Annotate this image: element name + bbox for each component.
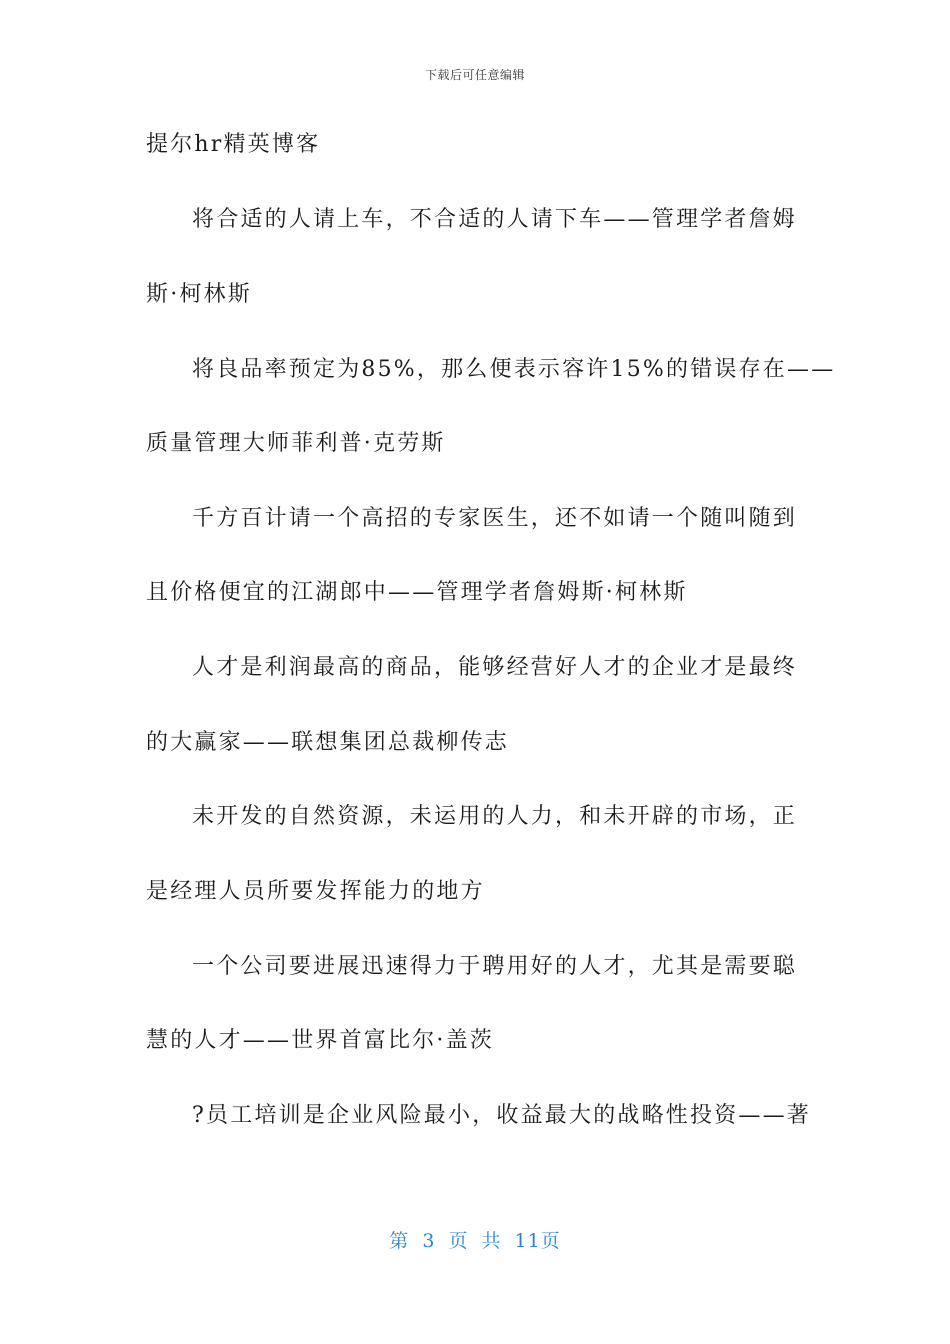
paragraph-line: 将合适的人请上车，不合适的人请下车——管理学者詹姆: [192, 207, 798, 232]
paragraph-line: 斯·柯林斯: [146, 282, 252, 307]
paragraph-line: 慧的人才——世界首富比尔·盖茨: [146, 1028, 494, 1053]
paragraph-line: 千方百计请一个高招的专家医生，还不如请一个随叫随到: [192, 506, 798, 531]
paragraph-line: 一个公司要进展迅速得力于聘用好的人才，尤其是需要聪: [192, 954, 798, 979]
paragraph-line: 将良品率预定为85%，那么便表示容许15%的错误存在——: [192, 357, 836, 382]
page-number-footer: 第 3 页 共 11页: [389, 1230, 561, 1252]
blog-title: 提尔hr精英博客: [146, 132, 321, 157]
page-header: 下载后可任意编辑: [424, 68, 525, 82]
paragraph-line: 质量管理大师菲利普·克劳斯: [146, 431, 446, 456]
paragraph-line: ?员工培训是企业风险最小，收益最大的战略性投资——著: [192, 1103, 811, 1128]
paragraph-line: 的大赢家——联想集团总裁柳传志: [146, 730, 510, 755]
paragraph-line: 人才是利润最高的商品，能够经营好人才的企业才是最终: [192, 655, 798, 680]
paragraph-line: 且价格便宜的江湖郎中——管理学者詹姆斯·柯林斯: [146, 580, 688, 605]
paragraph-line: 是经理人员所要发挥能力的地方: [146, 879, 485, 904]
paragraph-line: 未开发的自然资源，未运用的人力，和未开辟的市场，正: [192, 804, 798, 829]
